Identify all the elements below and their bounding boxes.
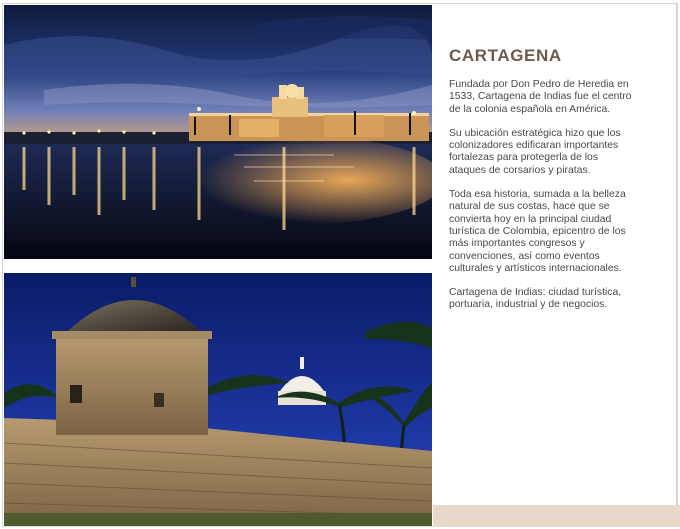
article-paragraph-1: Fundada por Don Pedro de Heredia en 1533, Cartagena de Indias fue el centro de la colonia española en América. xyxy=(449,79,632,115)
article-text-column xyxy=(449,46,635,324)
waterfront-dusk-photo xyxy=(4,5,432,259)
article-paragraph-3: Toda esa historia, sumada a la belleza natural de sus costas, hace que se convierta hoy en la principal ciudad turística de Colombia, epicentro de los más importantes congresos y convenciones, así como eventos culturales y artísticos internacionales. xyxy=(449,189,626,274)
article-paragraph-2: Su ubicación estratégica hizo que los colonizadores edificaran importantes fortalezas para protegerla de los ataques de corsarios y piratas. xyxy=(449,127,621,176)
page-edge-rule xyxy=(676,3,677,527)
fortress-wall-photo xyxy=(4,273,432,526)
article-title: CARTAGENA xyxy=(449,46,562,65)
article-paragraph-4: Cartagena de Indias: ciudad turística, portuaria, industrial y de negocios. xyxy=(449,287,622,311)
footer-color-band xyxy=(433,505,680,527)
